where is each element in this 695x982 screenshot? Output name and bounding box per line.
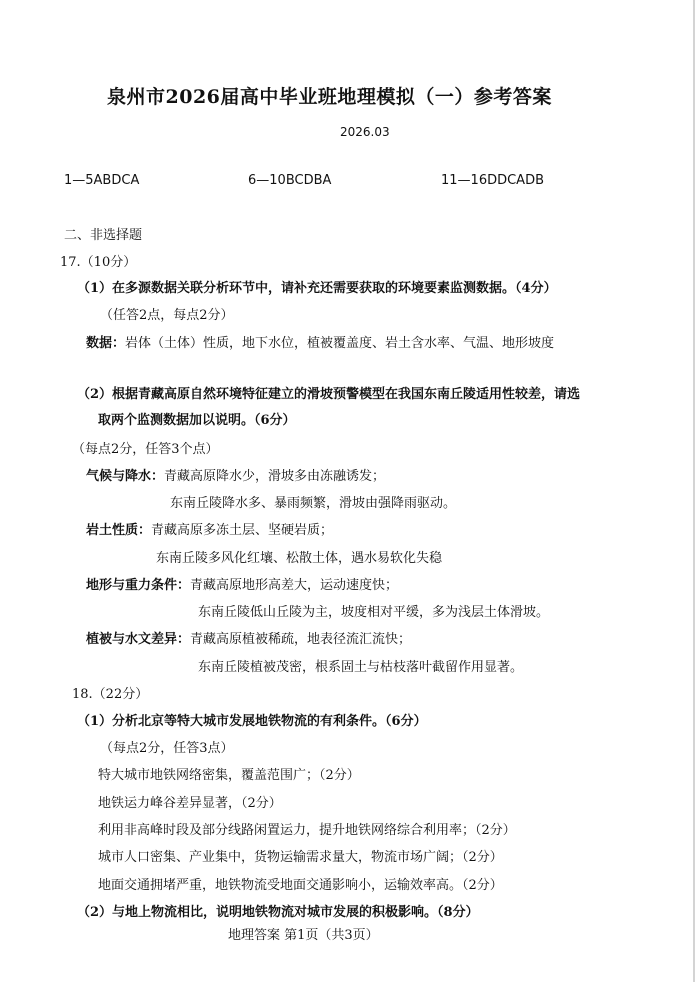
q18-answer-line: 城市人口密集、产业集中，货物运输需求量大，物流市场广阔；（2分） — [98, 850, 503, 865]
q17-part1-title: （1）在多源数据关联分析环节中，请补充还需要获取的环境要素监测数据。（4分） — [77, 281, 557, 296]
vegetation-item — [86, 632, 411, 648]
section-heading: 二、非选择题 — [64, 228, 143, 243]
mc-answers-11-16: 11—16DDCADB — [441, 173, 545, 188]
q18-part2-title: （2）与地上物流相比，说明地铁物流对城市发展的积极影响。（8分） — [77, 905, 479, 920]
q18-answer-line: 特大城市地铁网络密集，覆盖范围广；（2分） — [98, 768, 360, 783]
q17-part2-title-line1: （2）根据青藏高原自然环境特征建立的滑坡预警模型在我国东南丘陵适用性较差，请选 — [77, 387, 581, 402]
q18-heading: 18.（22分） — [72, 687, 149, 702]
vegetation-line2: 东南丘陵植被茂密，根系固土与枯枝落叶截留作用显著。 — [198, 660, 524, 675]
climate-item — [86, 469, 385, 485]
terrain-line1: 青藏高原地形高差大，运动速度快； — [190, 578, 399, 593]
q17-part2-note: （每点2分，任答3个点） — [72, 442, 219, 457]
q18-answer-line: 地铁运力峰谷差异显著，（2分） — [98, 796, 282, 811]
q17-part2-title-line2: 取两个监测数据加以说明。（6分） — [98, 413, 296, 428]
soil-line1: 青藏高原多冻土层、坚硬岩质； — [151, 523, 334, 538]
q18-part1-note: （每点2分，任答3点） — [100, 741, 234, 756]
soil-label: 岩土性质： — [86, 523, 152, 538]
data-answer-text: 岩体（土体）性质，地下水位，植被覆盖度、岩土含水率、气温、地形坡度 — [125, 336, 555, 351]
climate-label: 气候与降水： — [86, 469, 165, 484]
q17-heading: 17.（10分） — [60, 255, 137, 270]
soil-item — [86, 523, 333, 539]
exam-date: 2026.03 — [340, 125, 390, 139]
soil-line2: 东南丘陵多风化红壤、松散土体，遇水易软化失稳 — [156, 551, 443, 566]
climate-line1: 青藏高原降水少，滑坡多由冻融诱发； — [164, 469, 386, 484]
mc-answers-6-10: 6—10BCDBA — [248, 173, 332, 188]
climate-line2: 东南丘陵降水多、暴雨频繁，滑坡由强降雨驱动。 — [170, 496, 457, 511]
q17-part1-note: （任答2点，每点2分） — [100, 308, 234, 323]
data-label: 数据： — [86, 336, 126, 351]
vegetation-label: 植被与水文差异： — [86, 632, 191, 647]
q17-part1-answer — [86, 336, 554, 352]
q18-answer-line: 地面交通拥堵严重，地铁物流受地面交通影响小，运输效率高。（2分） — [98, 878, 503, 893]
terrain-label: 地形与重力条件： — [86, 578, 191, 593]
terrain-line2: 东南丘陵低山丘陵为主，坡度相对平缓，多为浅层土体滑坡。 — [198, 605, 550, 620]
page-title: 泉州市2026届高中毕业班地理模拟（一）参考答案 — [107, 86, 552, 108]
page-footer: 地理答案 第1页（共3页） — [228, 928, 379, 943]
vegetation-line1: 青藏高原植被稀疏，地表径流汇流快； — [190, 632, 412, 647]
mc-answers-1-5: 1—5ABDCA — [64, 173, 140, 188]
q18-part1-title: （1）分析北京等特大城市发展地铁物流的有利条件。（6分） — [77, 714, 427, 729]
terrain-item — [86, 578, 398, 594]
q18-answer-line: 利用非高峰时段及部分线路闲置运力，提升地铁网络综合利用率；（2分） — [98, 823, 516, 838]
